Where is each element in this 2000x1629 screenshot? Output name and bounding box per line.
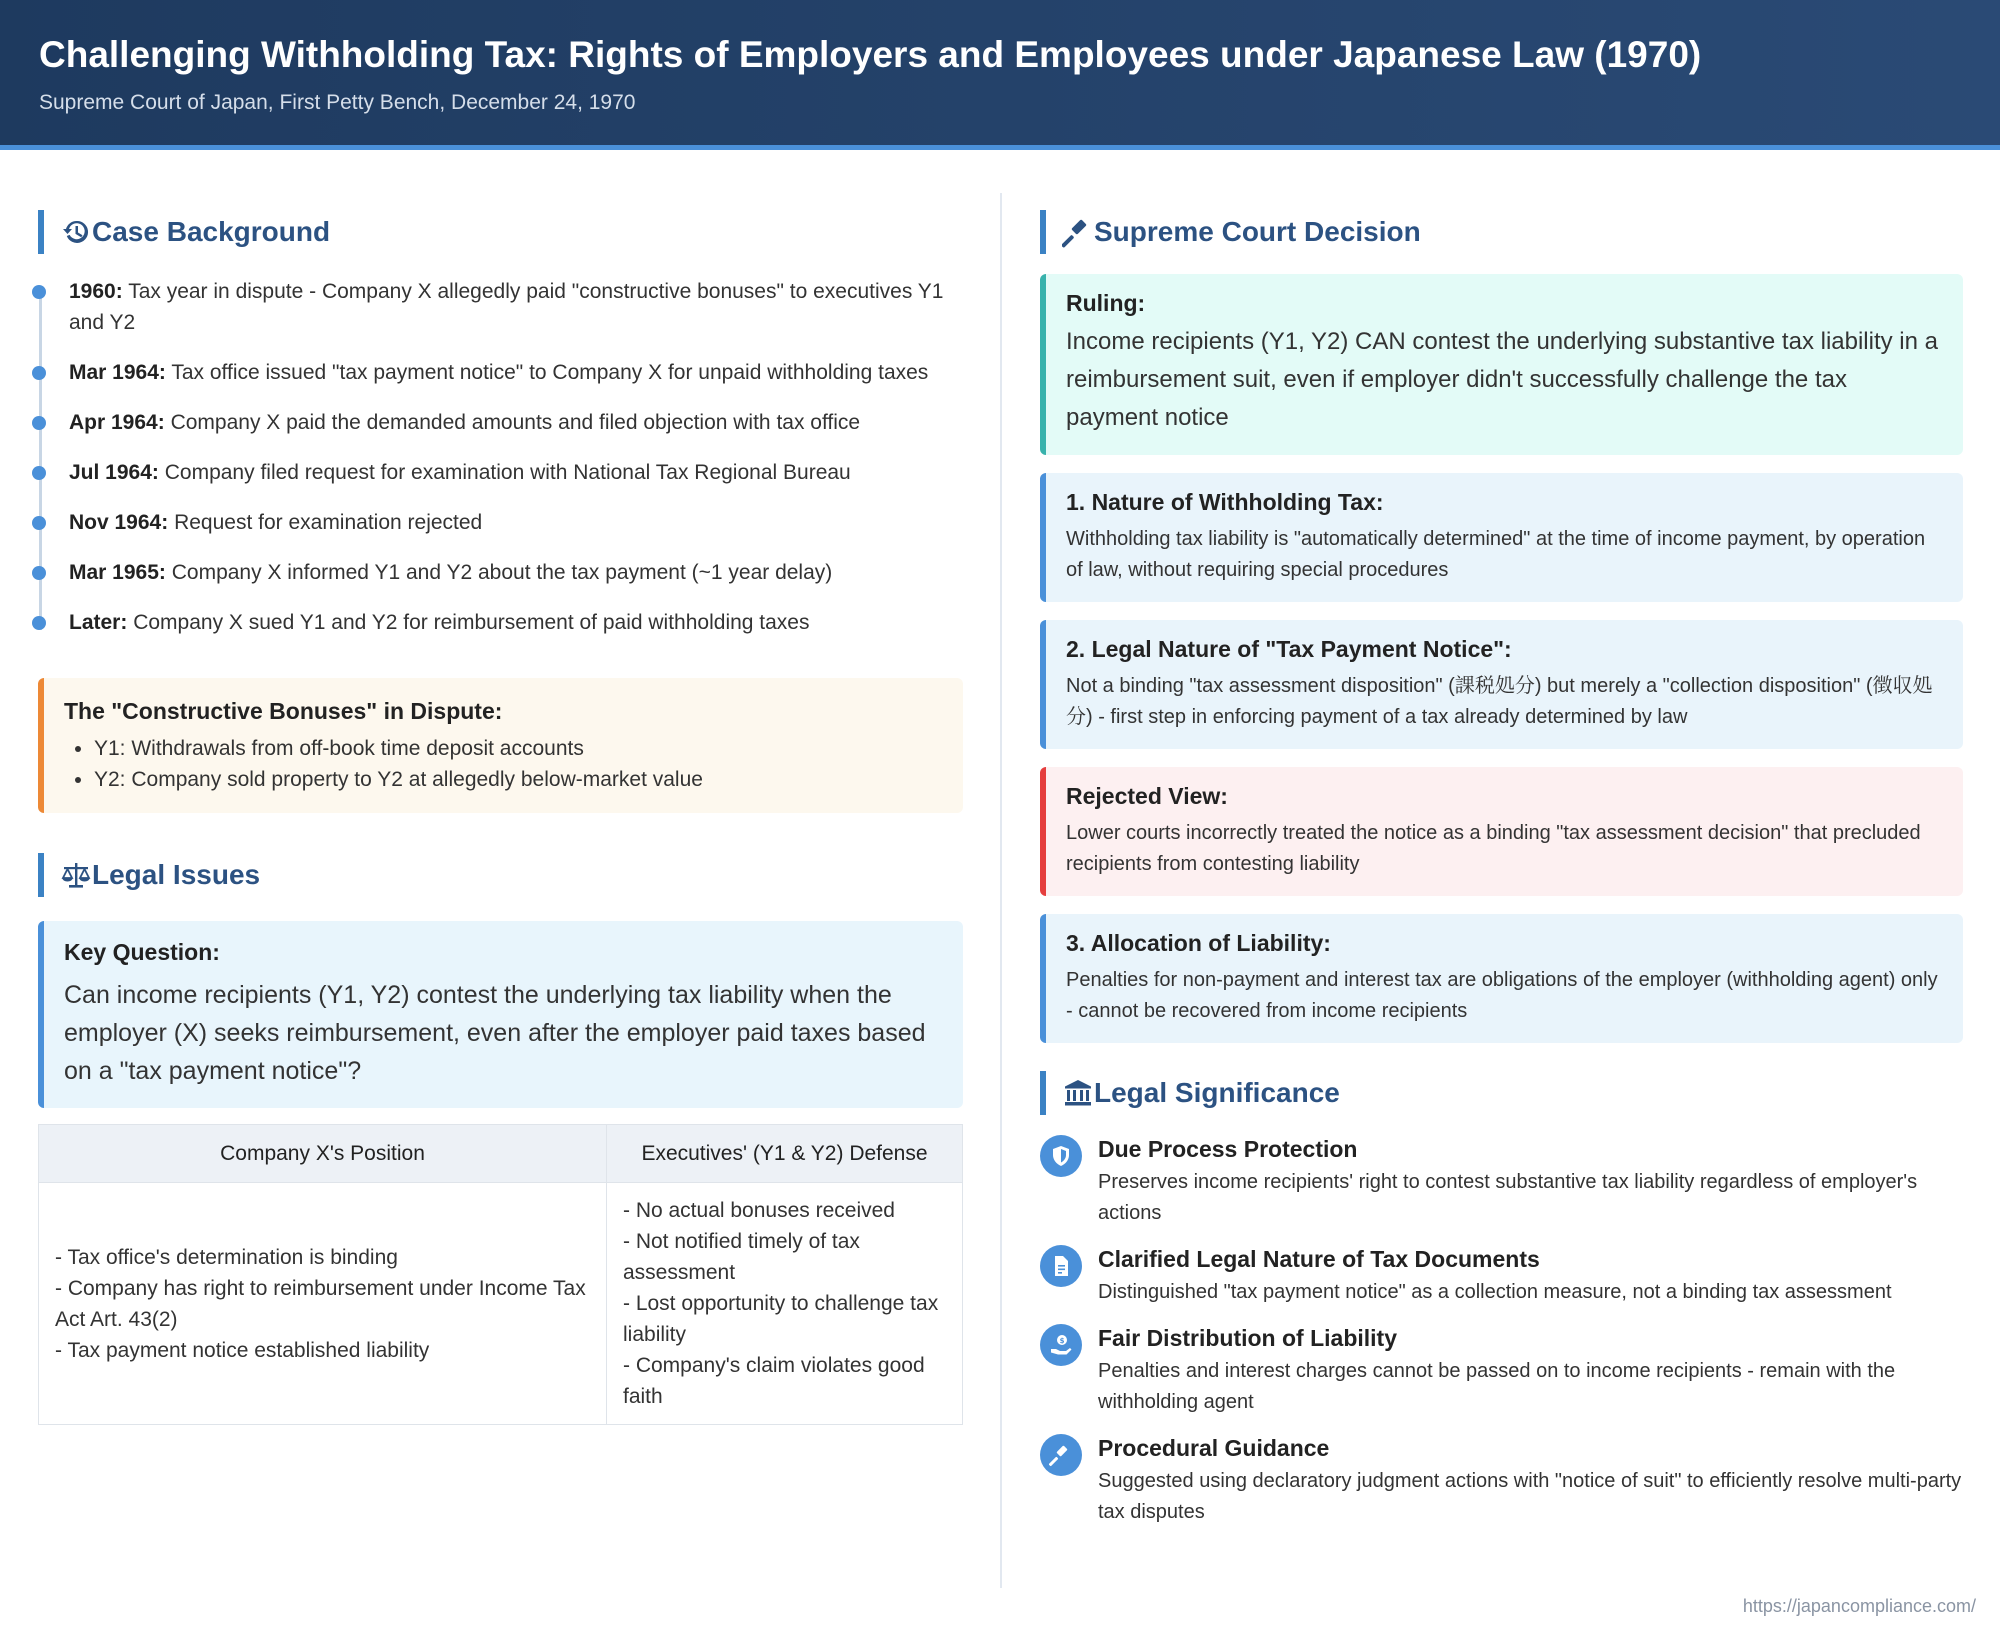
timeline-item bbox=[69, 507, 963, 538]
significance-item-title: Fair Distribution of Liability bbox=[1098, 1325, 1397, 1351]
significance-item bbox=[1040, 1243, 1963, 1308]
scales-icon bbox=[60, 859, 92, 891]
executives-defense-cell bbox=[607, 1183, 963, 1425]
right-column bbox=[1040, 210, 1963, 1542]
institution-icon bbox=[1062, 1077, 1094, 1109]
constructive-bonuses-list bbox=[64, 733, 943, 795]
ruling-box bbox=[1040, 274, 1963, 455]
timeline-item bbox=[69, 276, 963, 338]
company-point: - Tax payment notice established liability bbox=[55, 1338, 430, 1362]
gavel-icon bbox=[1040, 1434, 1082, 1476]
timeline-text: Company X sued Y1 and Y2 for reimbursement of paid withholding taxes bbox=[133, 611, 810, 634]
card-text: Lower courts incorrectly treated the notice as a binding "tax assessment decision" that precluded recipients from contesting liability bbox=[1066, 822, 1921, 875]
document-icon bbox=[1040, 1245, 1082, 1287]
timeline-item bbox=[69, 457, 963, 488]
card-title: Rejected View: bbox=[1066, 783, 1228, 809]
timeline-text: Company X paid the demanded amounts and filed objection with tax office bbox=[170, 411, 861, 434]
significance-list bbox=[1040, 1133, 1963, 1528]
timeline-item bbox=[69, 607, 963, 638]
history-icon bbox=[60, 216, 92, 248]
case-timeline bbox=[38, 276, 963, 638]
timeline-date: Mar 1964: bbox=[69, 361, 166, 384]
decision-title: Supreme Court Decision bbox=[1094, 216, 1421, 247]
defense-point: - Lost opportunity to challenge tax liability bbox=[623, 1292, 939, 1346]
timeline-text: Tax office issued "tax payment notice" to Company X for unpaid withholding taxes bbox=[171, 361, 929, 384]
card-text: Not a binding "tax assessment disposition" (課税処分) but merely a "collection disposition" (徴収処分) - first step in enforcing payment of a tax already determined by law bbox=[1066, 675, 1933, 728]
company-position-cell bbox=[39, 1183, 607, 1425]
legal-issues-heading bbox=[38, 853, 963, 897]
significance-item bbox=[1040, 1133, 1963, 1229]
significance-item-text: Distinguished "tax payment notice" as a collection measure, not a binding tax assessment bbox=[1098, 1281, 1892, 1303]
table-header-company: Company X's Position bbox=[39, 1125, 607, 1183]
card-text: Withholding tax liability is "automatically determined" at the time of income payment, by operation of law, without requiring special procedures bbox=[1066, 528, 1926, 581]
timeline-text: Tax year in dispute - Company X allegedly paid "constructive bonuses" to executives Y1 and Y2 bbox=[69, 280, 944, 334]
significance-item-title: Due Process Protection bbox=[1098, 1136, 1358, 1162]
timeline-item bbox=[69, 557, 963, 588]
card-text: Penalties for non-payment and interest tax are obligations of the employer (withholding agent) only - cannot be recovered from income recipients bbox=[1066, 969, 1938, 1022]
timeline-text: Company filed request for examination with National Tax Regional Bureau bbox=[164, 461, 851, 484]
timeline-date: Mar 1965: bbox=[69, 561, 166, 584]
footer-url[interactable]: https://japancompliance.com/ bbox=[1742, 1596, 1976, 1616]
legal-issues-title: Legal Issues bbox=[92, 859, 261, 890]
timeline-text: Request for examination rejected bbox=[174, 511, 483, 534]
key-question-box bbox=[38, 921, 963, 1108]
timeline-text: Company X informed Y1 and Y2 about the tax payment (~1 year delay) bbox=[171, 561, 833, 584]
left-column bbox=[38, 210, 963, 1425]
significance-item bbox=[1040, 1322, 1963, 1418]
significance-item-title: Clarified Legal Nature of Tax Documents bbox=[1098, 1246, 1540, 1272]
decision-heading bbox=[1040, 210, 1963, 254]
table-header-executives: Executives' (Y1 & Y2) Defense bbox=[607, 1125, 963, 1183]
hand-coin-icon bbox=[1040, 1324, 1082, 1366]
decision-card-rejected bbox=[1040, 767, 1963, 896]
ruling-text: Income recipients (Y1, Y2) CAN contest the underlying substantive tax liability in a reimbursement suit, even if employer didn't successfully challenge the tax payment notice bbox=[1066, 328, 1938, 431]
card-title: 1. Nature of Withholding Tax: bbox=[1066, 489, 1384, 515]
defense-point: - No actual bonuses received bbox=[623, 1199, 895, 1222]
case-background-title: Case Background bbox=[92, 216, 331, 247]
significance-item-text: Preserves income recipients' right to contest substantive tax liability regardless of employer's actions bbox=[1098, 1171, 1918, 1224]
significance-item-title: Procedural Guidance bbox=[1098, 1435, 1330, 1461]
table-row bbox=[39, 1183, 963, 1425]
list-item: • Y2: Company sold property to Y2 at allegedly below-market value bbox=[94, 764, 943, 795]
timeline-date: Later: bbox=[69, 611, 128, 634]
timeline-item bbox=[69, 357, 963, 388]
timeline-item bbox=[69, 407, 963, 438]
key-question-text: Can income recipients (Y1, Y2) contest the underlying tax liability when the employer (X) seeks reimbursement, even after the employer paid taxes based on a "tax payment notice"? bbox=[64, 981, 926, 1085]
significance-item bbox=[1040, 1432, 1963, 1528]
decision-card-nature bbox=[1040, 473, 1963, 602]
timeline-date: 1960: bbox=[69, 280, 123, 303]
defense-point: - Not notified timely of tax assessment bbox=[623, 1230, 860, 1284]
timeline-date: Jul 1964: bbox=[69, 461, 159, 484]
page-header bbox=[0, 0, 2000, 150]
shield-icon bbox=[1040, 1135, 1082, 1177]
key-question-label: Key Question: bbox=[64, 939, 220, 965]
page-subtitle: Supreme Court of Japan, First Petty Bench, December 24, 1970 bbox=[39, 91, 636, 114]
list-item: • Y1: Withdrawals from off-book time deposit accounts bbox=[94, 733, 943, 764]
ruling-label: Ruling: bbox=[1066, 290, 1146, 316]
card-title: 3. Allocation of Liability: bbox=[1066, 930, 1331, 956]
page-title: Challenging Withholding Tax: Rights of Employers and Employees under Japanese Law (1970) bbox=[39, 34, 1702, 75]
significance-heading bbox=[1040, 1071, 1963, 1115]
decision-card-allocation bbox=[1040, 914, 1963, 1043]
company-point: - Company has right to reimbursement under Income Tax Act Art. 43(2) bbox=[55, 1276, 586, 1331]
constructive-bonuses-box bbox=[38, 678, 963, 813]
defense-point: - Company's claim violates good faith bbox=[623, 1354, 925, 1408]
positions-table bbox=[38, 1124, 963, 1425]
significance-title: Legal Significance bbox=[1094, 1077, 1340, 1108]
decision-card-notice bbox=[1040, 620, 1963, 749]
significance-item-text: Suggested using declaratory judgment actions with "notice of suit" to efficiently resolve multi-party tax disputes bbox=[1098, 1470, 1962, 1523]
table-header-row bbox=[39, 1125, 963, 1183]
case-background-heading bbox=[38, 210, 963, 254]
constructive-bonuses-title: The "Constructive Bonuses" in Dispute: bbox=[64, 698, 503, 724]
column-divider bbox=[1000, 193, 1002, 1588]
company-point: - Tax office's determination is binding bbox=[55, 1245, 398, 1269]
svg-text:$: $ bbox=[1059, 1337, 1065, 1345]
timeline-date: Apr 1964: bbox=[69, 411, 165, 434]
timeline-date: Nov 1964: bbox=[69, 511, 169, 534]
gavel-icon bbox=[1062, 216, 1094, 248]
significance-item-text: Penalties and interest charges cannot be passed on to income recipients - remain with the withholding agent bbox=[1098, 1360, 1896, 1413]
card-title: 2. Legal Nature of "Tax Payment Notice": bbox=[1066, 636, 1512, 662]
